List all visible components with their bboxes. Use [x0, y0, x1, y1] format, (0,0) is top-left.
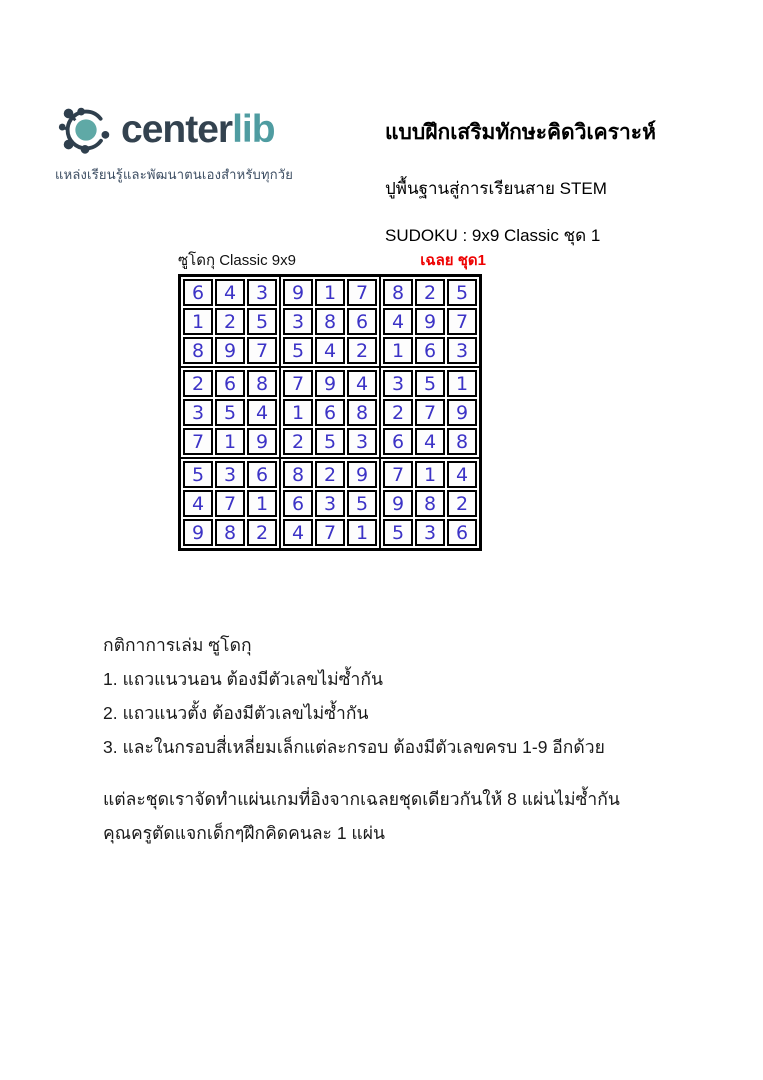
sudoku-cell: 4	[215, 279, 245, 306]
sudoku-cell: 5	[247, 308, 277, 335]
sudoku-cell: 1	[183, 308, 213, 335]
sudoku-cell: 5	[383, 519, 413, 546]
sudoku-cell: 1	[347, 519, 377, 546]
sudoku-cell: 3	[383, 370, 413, 397]
sudoku-cell: 4	[183, 490, 213, 517]
sudoku-cell: 2	[347, 337, 377, 364]
sudoku-cell: 5	[415, 370, 445, 397]
sudoku-cell: 9	[215, 337, 245, 364]
note-line-2: คุณครูตัดแจกเด็กๆฝึกคิดคนละ 1 แผ่น	[103, 823, 385, 843]
sudoku-cell: 2	[315, 461, 345, 488]
rule-item-1: 1. แถวแนวนอน ต้องมีตัวเลขไม่ซ้ำกัน	[103, 669, 383, 689]
sudoku-cell: 5	[283, 337, 313, 364]
sudoku-cell: 8	[315, 308, 345, 335]
sudoku-cell: 2	[183, 370, 213, 397]
sudoku-cell: 3	[183, 399, 213, 426]
sudoku-cell: 7	[415, 399, 445, 426]
sudoku-cell: 7	[247, 337, 277, 364]
sudoku-cell: 4	[347, 370, 377, 397]
doc-title: แบบฝึกเสริมทักษะคิดวิเคราะห์	[385, 121, 656, 144]
brand-tagline: แหล่งเรียนรู้และพัฒนาตนเองสำหรับทุกวัย	[55, 167, 294, 182]
rule-item-2: 2. แถวแนวตั้ง ต้องมีตัวเลขไม่ซ้ำกัน	[103, 703, 369, 723]
sudoku-cell: 7	[347, 279, 377, 306]
note-line-1: แต่ละชุดเราจัดทำแผ่นเกมที่อิงจากเฉลยชุดเดียวกันให้ 8 แผ่นไม่ซ้ำกัน	[103, 789, 620, 809]
doc-subtitle: ปูพื้นฐานสู่การเรียนสาย STEM	[385, 179, 607, 198]
sudoku-cell: 4	[283, 519, 313, 546]
sudoku-cell: 1	[315, 279, 345, 306]
sudoku-cell: 5	[447, 279, 477, 306]
sudoku-cell: 2	[383, 399, 413, 426]
sudoku-cell: 6	[447, 519, 477, 546]
sudoku-cell: 8	[183, 337, 213, 364]
sudoku-cell: 6	[415, 337, 445, 364]
sudoku-cell: 2	[415, 279, 445, 306]
sudoku-box	[281, 459, 379, 548]
sudoku-cell: 8	[283, 461, 313, 488]
logo	[55, 98, 315, 185]
sudoku-cell: 4	[447, 461, 477, 488]
sudoku-cell: 9	[247, 428, 277, 455]
sudoku-cell: 4	[247, 399, 277, 426]
sudoku-cell: 2	[447, 490, 477, 517]
sudoku-cell: 4	[383, 308, 413, 335]
sudoku-cell: 2	[215, 308, 245, 335]
sudoku-cell: 9	[283, 279, 313, 306]
sudoku-cell: 1	[283, 399, 313, 426]
sudoku-cell: 6	[215, 370, 245, 397]
rule-item-3: 3. และในกรอบสี่เหลี่ยมเล็กแต่ละกรอบ ต้องมีตัวเลขครบ 1-9 อีกด้วย	[103, 737, 605, 757]
sudoku-cell: 6	[247, 461, 277, 488]
sudoku-cell: 7	[215, 490, 245, 517]
sudoku-cell: 4	[315, 337, 345, 364]
sudoku-cell: 9	[315, 370, 345, 397]
sudoku-cell: 2	[283, 428, 313, 455]
sudoku-cell: 6	[183, 279, 213, 306]
sudoku-cell: 3	[415, 519, 445, 546]
sudoku-cell: 5	[183, 461, 213, 488]
sudoku-cell: 1	[383, 337, 413, 364]
brand-name-lib: lib	[232, 107, 275, 151]
sudoku-cell: 1	[215, 428, 245, 455]
doc-series: SUDOKU : 9x9 Classic ชุด 1	[385, 226, 601, 245]
sudoku-cell: 9	[447, 399, 477, 426]
sudoku-cell: 7	[383, 461, 413, 488]
rules-heading: กติกาการเล่ม ซูโดกุ	[103, 635, 252, 655]
sudoku-cell: 3	[283, 308, 313, 335]
sudoku-cell: 5	[215, 399, 245, 426]
sudoku-cell: 5	[315, 428, 345, 455]
sudoku-cell: 1	[447, 370, 477, 397]
sudoku-cell: 7	[183, 428, 213, 455]
sudoku-cell: 3	[215, 461, 245, 488]
sudoku-cell: 7	[283, 370, 313, 397]
document-header	[385, 116, 725, 249]
sudoku-cell: 8	[383, 279, 413, 306]
brand-name	[121, 107, 275, 151]
answer-set-label: เฉลย ชุด1	[420, 252, 486, 269]
note-section	[103, 782, 723, 850]
sudoku-cell: 3	[347, 428, 377, 455]
sudoku-cell: 8	[215, 519, 245, 546]
sudoku-cell: 3	[247, 279, 277, 306]
sudoku-cell: 7	[315, 519, 345, 546]
sudoku-box	[281, 368, 379, 457]
sudoku-cell: 6	[383, 428, 413, 455]
sudoku-cell: 3	[315, 490, 345, 517]
sudoku-cell: 8	[247, 370, 277, 397]
sudoku-cell: 9	[183, 519, 213, 546]
sudoku-cell: 7	[447, 308, 477, 335]
centerlib-logo-icon	[55, 98, 117, 160]
sudoku-cell: 9	[347, 461, 377, 488]
sudoku-cell: 6	[283, 490, 313, 517]
sudoku-box	[281, 277, 379, 366]
sudoku-box	[381, 277, 479, 366]
puzzle-label-row	[178, 248, 486, 272]
sudoku-cell: 4	[415, 428, 445, 455]
sudoku-cell: 9	[415, 308, 445, 335]
sudoku-cell: 3	[447, 337, 477, 364]
sudoku-cell: 6	[315, 399, 345, 426]
brand-name-center: center	[121, 107, 233, 151]
sudoku-grid	[178, 274, 482, 551]
sudoku-cell: 2	[247, 519, 277, 546]
sudoku-cell: 9	[383, 490, 413, 517]
sudoku-section	[178, 248, 486, 551]
sudoku-box	[181, 277, 279, 366]
sudoku-cell: 5	[347, 490, 377, 517]
sudoku-box	[181, 368, 279, 457]
sudoku-cell: 8	[415, 490, 445, 517]
sudoku-box	[381, 368, 479, 457]
sudoku-cell: 8	[347, 399, 377, 426]
sudoku-box	[181, 459, 279, 548]
sudoku-cell: 1	[415, 461, 445, 488]
sudoku-cell: 1	[247, 490, 277, 517]
sudoku-box	[381, 459, 479, 548]
sudoku-cell: 8	[447, 428, 477, 455]
puzzle-type-label: ซูโดกุ Classic 9x9	[178, 252, 296, 269]
sudoku-cell: 6	[347, 308, 377, 335]
rules-section	[103, 628, 703, 764]
